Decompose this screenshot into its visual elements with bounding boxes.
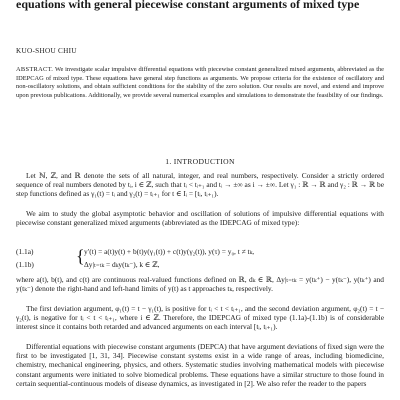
abstract-text: We investigate scalar impulsive differential equations with piecewise constant generalized mixed arguments, abbreviated as the IDEPCAG of mixed type. These equations have general step functions as arguments. We propose criteria for the existence of oscillatory and non-oscillatory solutions, and obtain sufficient conditions for the stability of the zero solution. Our results are novel, and extend and improve upon previous publications. Additionally, we provide several numerical examples and simulations to demonstrate the feasibility of our findings. (16, 66, 384, 99)
paragraph-text: The first deviation argument, φ₁(t) = t − γ₁(t), is positive for tᵢ < t < tᵢ₊₁, and the second deviation argument, φ₂(t) = t − γ₂(t), is negative for tᵢ < t < tᵢ₊₁, where i ∈ ℤ. Therefore, the IDEPCAG of mixed type (1.1a)-(1.1b) is of considerable interest since it contains both retarded and advanced arguments on each interval [tᵢ, tᵢ₊₁). (16, 304, 384, 332)
left-brace-icon: { (76, 246, 85, 266)
paragraph-text: Differential equations with piecewise constant arguments (DEPCA) that have argument deviations of fixed sign were the first to be investigated [1, 31, 34]. Piecewise constant systems exist in a wide range of areas, including biomedicine, chemistry, mechanical engineering, physics, and others. Systematic studies involving mathematical models with piecewise constant arguments were initiated to solve biomedical problems. These equations have a similar structure to those found in certain sequential-continuous models of disease dynamics, as investigated in [2]. We also refer the reader to the papers (16, 342, 384, 388)
section-heading: 1. INTRODUCTION (165, 157, 235, 166)
paper-title: equations with general piecewise constant arguments of mixed type (16, 0, 360, 11)
intro-paragraph-4 (16, 304, 384, 332)
paragraph-text: where a(t), b(t), and c(t) are continuous real-valued functions defined on ℝ, dₖ ∈ ℝ, Δy|ₜ₌ₜₖ = y(tₖ⁺) − y(tₖ⁻), y(tₖ⁺) and y(tₖ⁻) denote the right-hand and left-hand limits of y(t) as t approaches tₖ, respectively. (16, 275, 384, 294)
intro-paragraph-5 (16, 342, 384, 388)
equation-label: (1.1a) (16, 247, 34, 256)
paragraph-text: Let ℕ, ℤ, and ℝ denote the sets of all natural, integer, and real numbers, respectively. Consider a strictly ordered sequence of real numbers denoted by tᵢ, i ∈ ℤ, such that tᵢ < tᵢ₊₁ and tᵢ → ±∞ as i → ±∞. Let γ₁ : ℝ → ℝ and γ₂ : ℝ → ℝ be step functions defined as γ₁(t) = tᵢ and γ₂(t) = tᵢ₊₁ for t ∈ Iᵢ = [tᵢ, tᵢ₊₁). (16, 171, 384, 199)
abstract-label: ABSTRACT. (16, 66, 54, 73)
equation-expression: Δy|ₜ₌ₜₖ = dₖy(tₖ⁻), k ∈ ℤ, (84, 260, 160, 269)
equation-expression: y′(t) = a(t)y(t) + b(t)y(γ₁(t)) + c(t)y(γ₂(t)), y(τ) = y₀, t ≠ tₖ, (84, 247, 255, 256)
intro-paragraph-1 (16, 171, 384, 199)
intro-paragraph-2 (16, 209, 384, 227)
equation-label: (1.1b) (16, 260, 34, 269)
paragraph-text: We aim to study the global asymptotic behavior and oscillation of solutions of impulsive differential equations with piecewise constant generalized mixed arguments (abbreviated as the IDEPCAG of mixed type): (16, 209, 384, 228)
intro-paragraph-3 (16, 275, 384, 293)
abstract (16, 66, 384, 100)
author-name: KUO-SHOU CHIU (16, 47, 77, 55)
